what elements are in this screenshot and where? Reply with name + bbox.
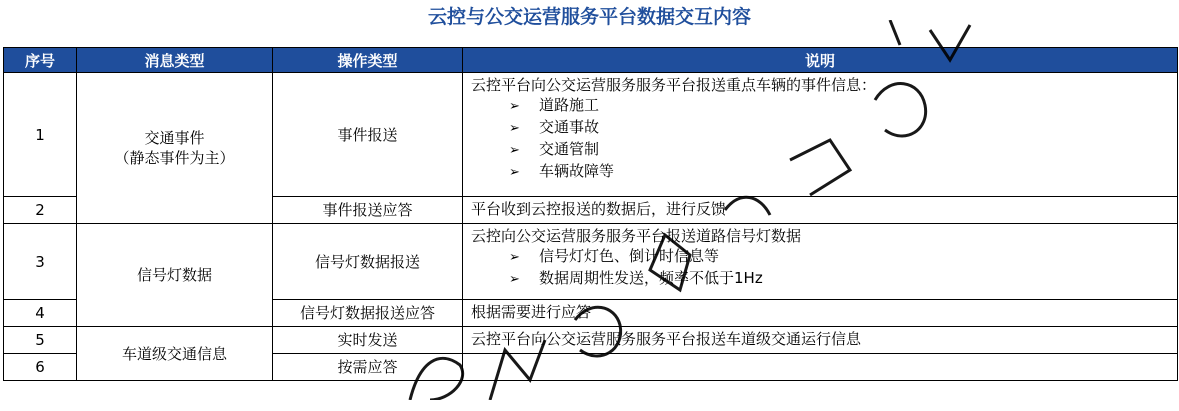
cell-description: 根据需要进行应答: [463, 300, 1178, 327]
header-msg-type: 消息类型: [77, 48, 273, 73]
cell-op-type: 信号灯数据报送应答: [273, 300, 463, 327]
cell-op-type: 按需应答: [273, 354, 463, 381]
cell-seq: 4: [4, 300, 77, 327]
cell-seq: 5: [4, 327, 77, 354]
list-item: ➢ 车辆故障等: [471, 161, 1169, 183]
cell-description: [463, 354, 1178, 381]
msg-type-sublabel: （静态事件为主）: [114, 149, 235, 167]
msg-type-label: 交通事件: [144, 129, 205, 147]
cell-seq: 1: [4, 73, 77, 197]
cell-msg-type: 信号灯数据: [77, 224, 273, 327]
arrow-bullet-icon: ➢: [509, 99, 520, 114]
cell-seq: 6: [4, 354, 77, 381]
cell-seq: 3: [4, 224, 77, 300]
list-item: ➢ 交通管制: [471, 139, 1169, 161]
cell-op-type: 事件报送: [273, 73, 463, 197]
table-row: [4, 224, 1178, 300]
cell-op-type: 信号灯数据报送: [273, 224, 463, 300]
arrow-bullet-icon: ➢: [509, 250, 520, 265]
list-item: ➢ 道路施工: [471, 95, 1169, 117]
page-title: 云控与公交运营服务平台数据交互内容: [427, 6, 751, 28]
cell-msg-type: 车道级交通信息: [77, 327, 273, 381]
cell-seq: 2: [4, 197, 77, 224]
description-text: 云控向公交运营服务服务平台报送道路信号灯数据: [471, 227, 802, 245]
cell-msg-type: [77, 73, 273, 224]
table-row: [4, 73, 1178, 197]
table-header-row: [4, 48, 1178, 73]
list-item: ➢ 数据周期性发送，频率不低于1Hz: [471, 268, 1169, 290]
header-description: 说明: [463, 48, 1178, 73]
arrow-bullet-icon: ➢: [509, 121, 520, 136]
cell-description: 平台收到云控报送的数据后，进行反馈: [463, 197, 1178, 224]
arrow-bullet-icon: ➢: [509, 165, 520, 180]
table-row: [4, 327, 1178, 354]
list-item: ➢ 信号灯灯色、倒计时信息等: [471, 246, 1169, 268]
arrow-bullet-icon: ➢: [509, 143, 520, 158]
cell-description: [463, 73, 1178, 197]
list-item: ➢ 交通事故: [471, 117, 1169, 139]
data-interaction-table: [3, 47, 1178, 381]
description-text: 云控平台向公交运营服务服务平台报送重点车辆的事件信息：: [471, 76, 877, 94]
cell-description: [463, 224, 1178, 300]
cell-op-type: 事件报送应答: [273, 197, 463, 224]
arrow-bullet-icon: ➢: [509, 272, 520, 287]
header-op-type: 操作类型: [273, 48, 463, 73]
cell-description: 云控平台向公交运营服务服务平台报送车道级交通运行信息: [463, 327, 1178, 354]
cell-op-type: 实时发送: [273, 327, 463, 354]
header-seq: 序号: [4, 48, 77, 73]
